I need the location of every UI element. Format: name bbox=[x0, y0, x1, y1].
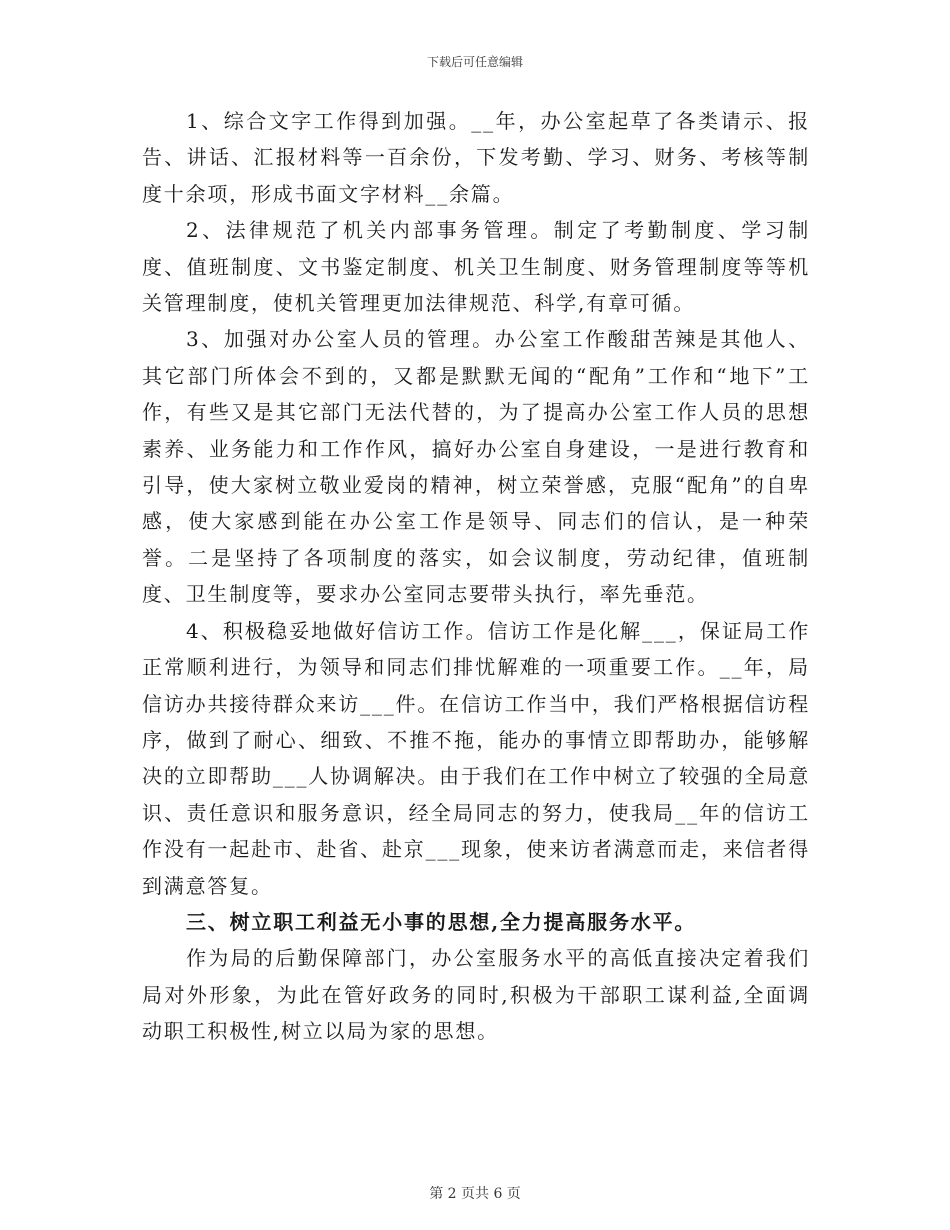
paragraph-3: 3、加强对办公室人员的管理。办公室工作酸甜苦辣是其他人、其它部门所体会不到的，又都是默默无闻的“配角”工作和“地下”工作，有些又是其它部门无法代替的，为了提高办公室工作人员的思想素养、业务能力和工作作风，搞好办公室自身建设，一是进行教育和引导，使大家树立敬业爱岗的精神，树立荣誉感，克服“配角”的自卑感，使大家感到能在办公室工作是领导、同志们的信认，是一种荣誉。二是坚持了各项制度的落实，如会议制度，劳动纪律，值班制度、卫生制度等，要求办公室同志要带头执行，率先垂范。 bbox=[142, 327, 810, 607]
paragraph-2: 2、法律规范了机关内部事务管理。制定了考勤制度、学习制度、值班制度、文书鉴定制度、机关卫生制度、财务管理制度等等机关管理制度，使机关管理更加法律规范、科学,有章可循。 bbox=[142, 218, 810, 316]
page-header: 下载后可任意编辑 bbox=[426, 55, 523, 69]
section-heading: 三、树立职工利益无小事的思想,全力提高服务水平。 bbox=[186, 909, 697, 934]
paragraph-4: 4、积极稳妥地做好信访工作。信访工作是化解___，保证局工作正常顺利进行，为领导和同志们排忧解难的一项重要工作。__年，局信访办共接待群众来访___件。在信访工作当中，我们严格根据信访程序，做到了耐心、细致、不推不拖，能办的事情立即帮助办，能够解决的立即帮助___人协调解决。由于我们在工作中树立了较强的全局意识、责任意识和服务意识，经全局同志的努力，使我局__年的信访工作没有一起赴市、赴省、赴京___现象，使来访者满意而走，来信者得到满意答复。 bbox=[142, 618, 810, 898]
document-body bbox=[142, 103, 810, 1050]
paragraph-1: 1、综合文字工作得到加强。__年，办公室起草了各类请示、报告、讲话、汇报材料等一百余份，下发考勤、学习、财务、考核等制度十余项，形成书面文字材料__余篇。 bbox=[142, 109, 810, 206]
closing-paragraph: 作为局的后勤保障部门，办公室服务水平的高低直接决定着我们局对外形象，为此在管好政务的同时,积极为干部职工谋利益,全面调动职工积极性,树立以局为家的思想。 bbox=[142, 946, 810, 1044]
page-number: 第 2 页共 6 页 bbox=[429, 1186, 521, 1202]
